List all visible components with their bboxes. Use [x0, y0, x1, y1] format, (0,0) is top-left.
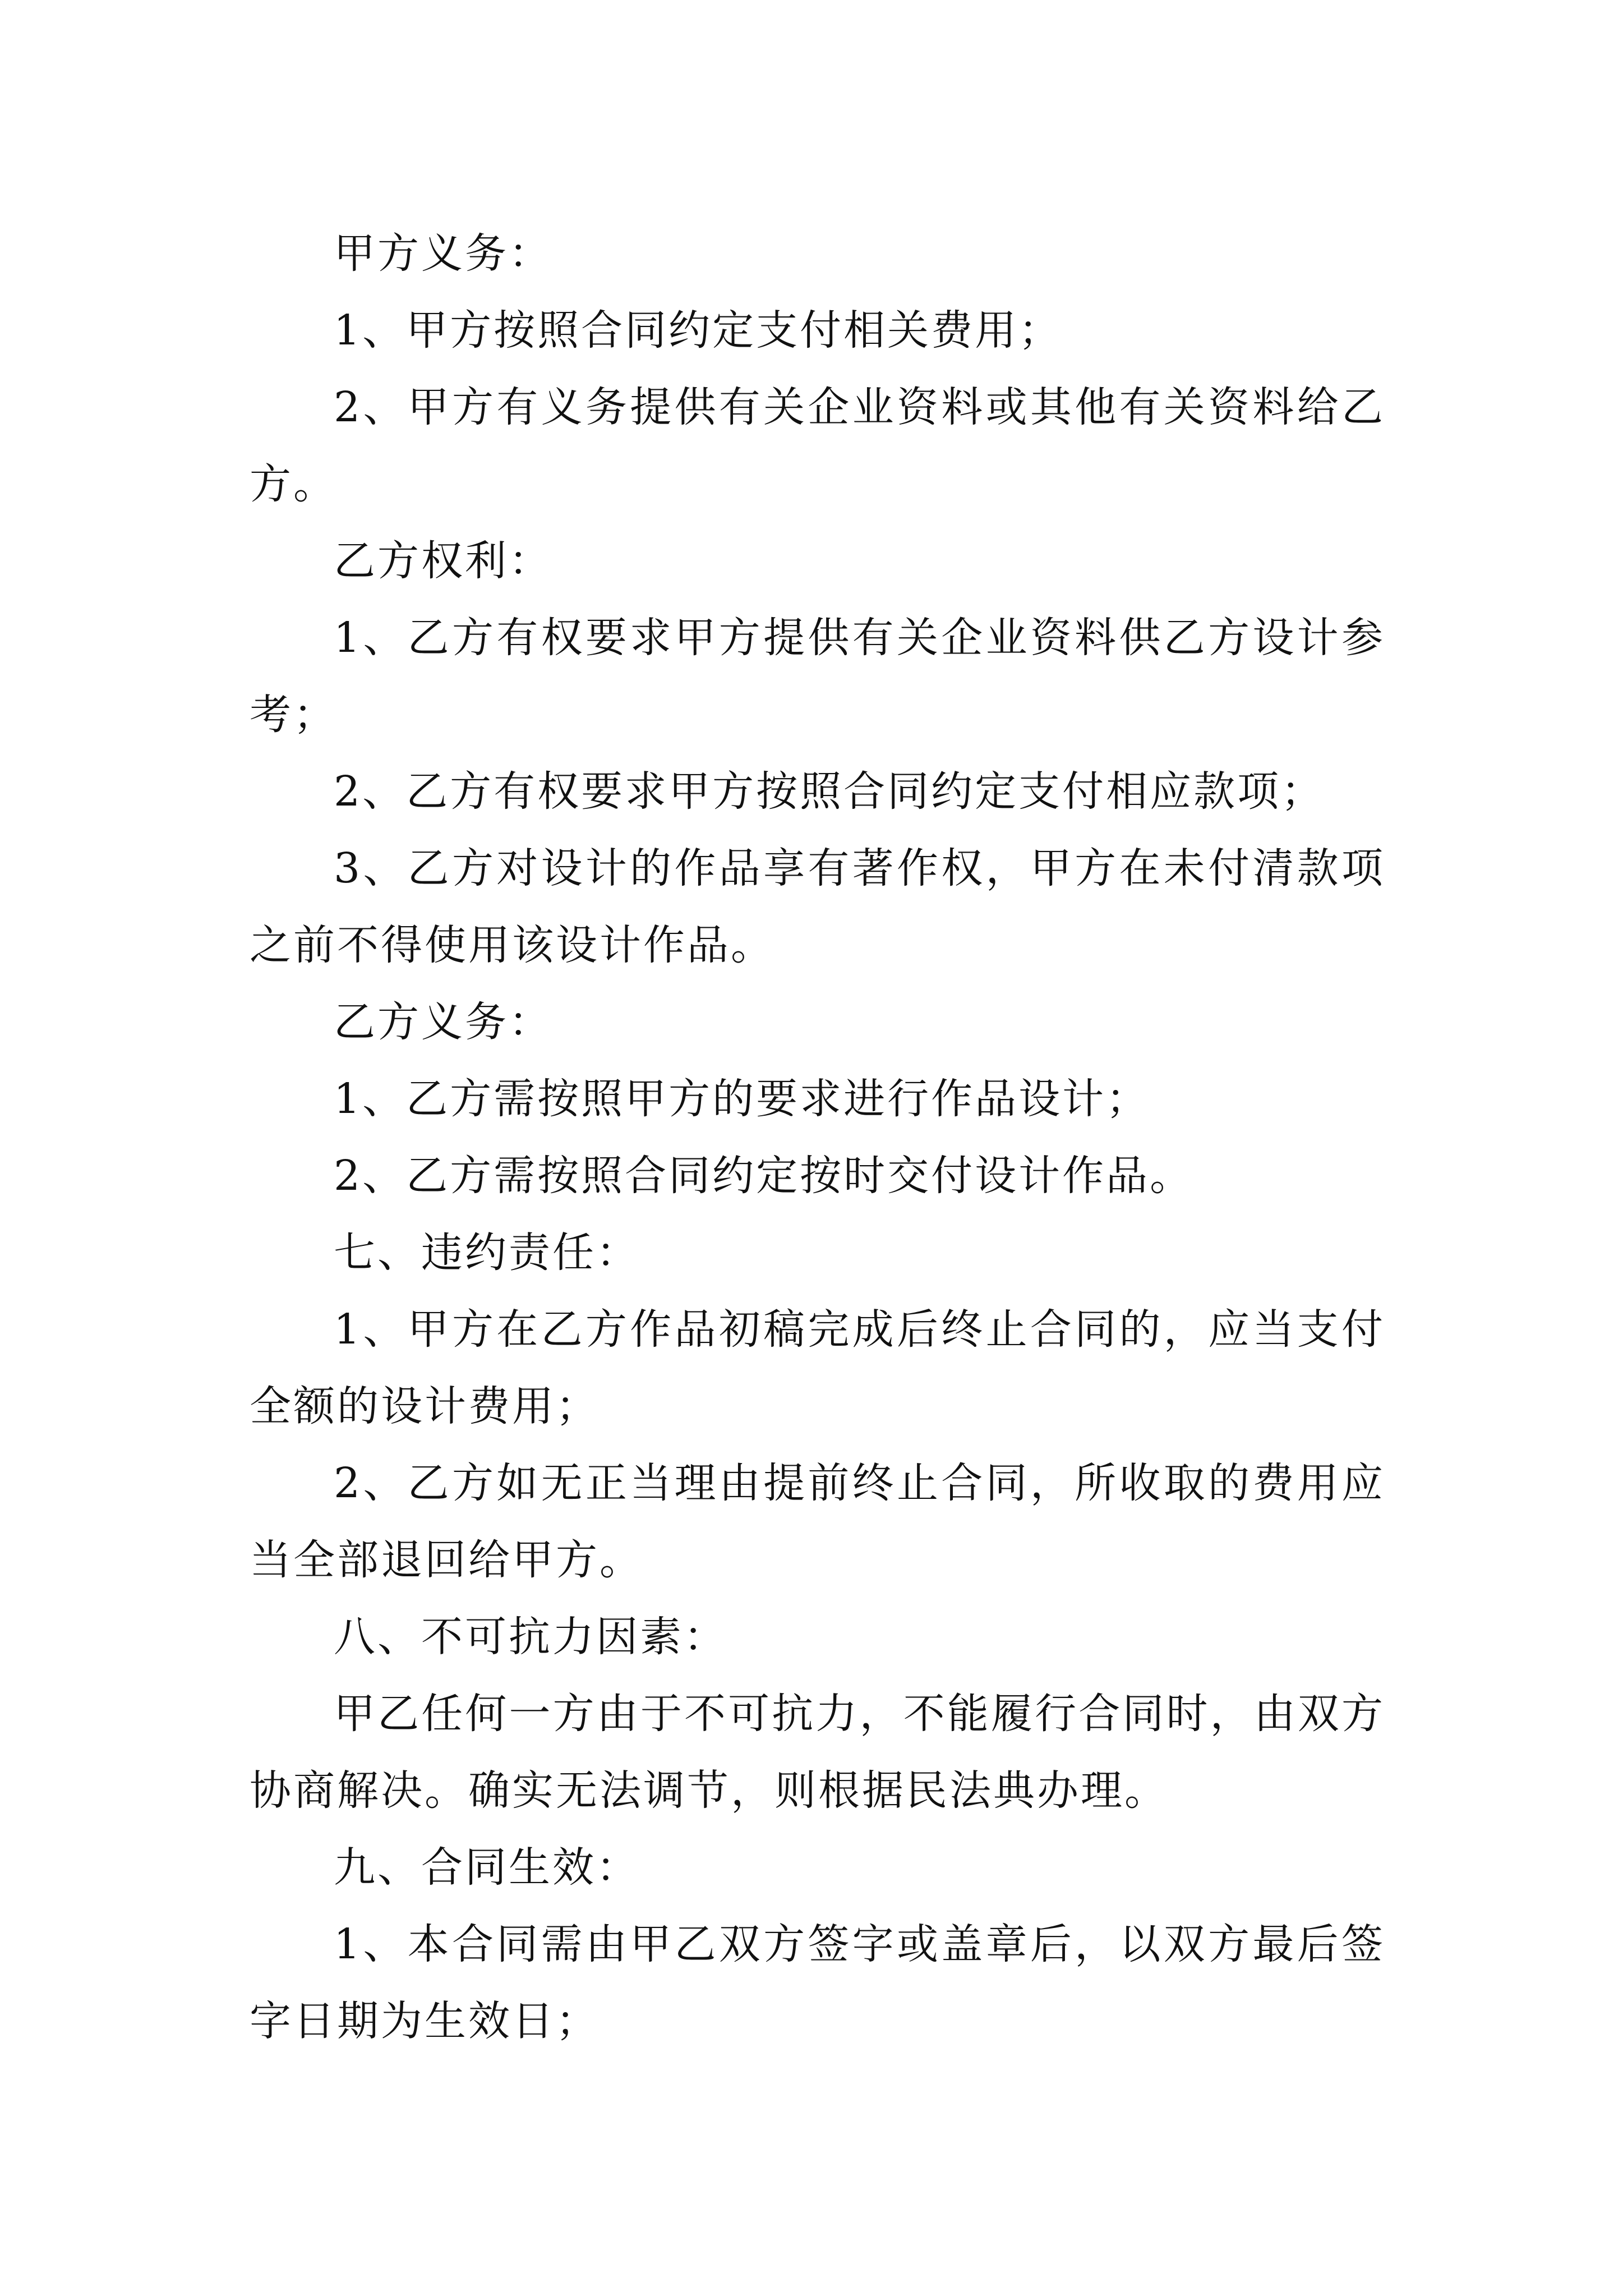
breach-liability-1: 1、甲方在乙方作品初稿完成后终止合同的，应当支付全额的设计费用； — [250, 1305, 1385, 1430]
breach-liability-2: 2、乙方如无正当理由提前终止合同，所收取的费用应当全部退回给甲方。 — [250, 1459, 1385, 1584]
party-a-obligation-2: 2、甲方有义务提供有关企业资料或其他有关资料给乙方。 — [250, 383, 1385, 508]
party-b-right-1: 1、乙方有权要求甲方提供有关企业资料供乙方设计参考； — [250, 614, 1385, 739]
heading-breach-liability: 七、违约责任： — [334, 1228, 640, 1277]
party-b-obligation-2: 2、乙方需按照合同约定按时交付设计作品。 — [334, 1152, 1194, 1200]
heading-party-a-obligations: 甲方义务： — [334, 229, 552, 278]
document-body — [250, 215, 1385, 2060]
heading-party-b-rights: 乙方权利： — [334, 537, 552, 585]
force-majeure-text: 甲乙任何一方由于不可抗力，不能履行合同时，由双方协商解决。确实无法调节，则根据民法典办理。 — [250, 1690, 1385, 1815]
heading-contract-effective: 九、合同生效： — [334, 1843, 640, 1892]
heading-force-majeure: 八、不可抗力因素： — [334, 1613, 727, 1661]
party-b-obligation-1: 1、乙方需按照甲方的要求进行作品设计； — [334, 1075, 1150, 1123]
heading-party-b-obligations: 乙方义务： — [334, 998, 552, 1046]
contract-effective-1: 1、本合同需由甲乙双方签字或盖章后，以双方最后签字日期为生效日； — [250, 1920, 1385, 2045]
party-b-right-3: 3、乙方对设计的作品享有著作权，甲方在未付清款项之前不得使用该设计作品。 — [250, 844, 1385, 969]
party-b-right-2: 2、乙方有权要求甲方按照合同约定支付相应款项； — [334, 767, 1325, 816]
party-a-obligation-1: 1、甲方按照合同约定支付相关费用； — [334, 306, 1063, 355]
